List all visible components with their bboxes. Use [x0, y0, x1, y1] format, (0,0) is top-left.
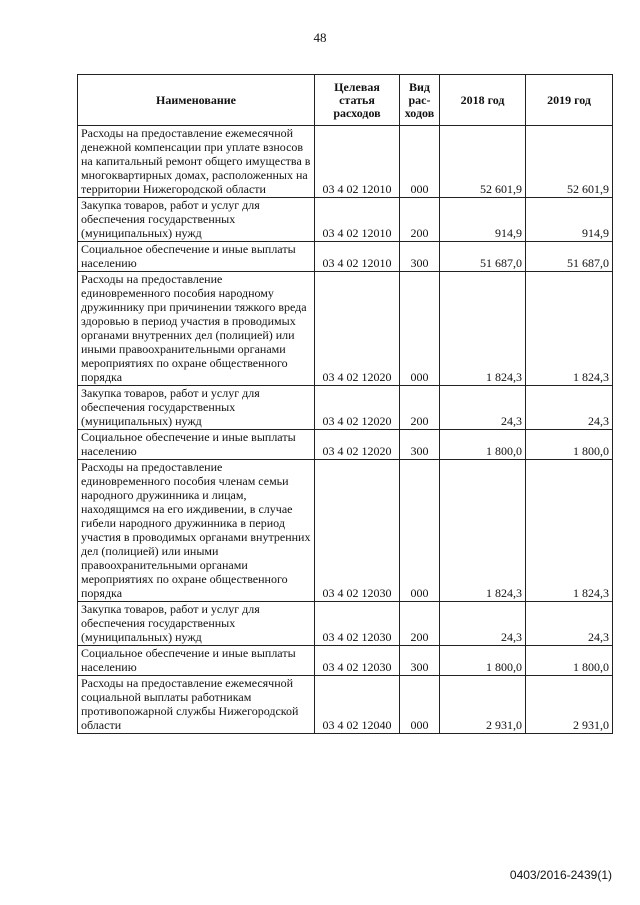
- row-target-code: 03 4 02 12030: [315, 602, 400, 646]
- table-row: [78, 272, 613, 386]
- row-value-2019: 914,9: [526, 198, 613, 242]
- table-row: [78, 198, 613, 242]
- row-expense-kind: 000: [400, 676, 440, 734]
- table-header-row: [78, 75, 613, 126]
- table-row: [78, 242, 613, 272]
- table-row: [78, 602, 613, 646]
- row-expense-kind: 300: [400, 242, 440, 272]
- header-name: Наименование: [78, 75, 315, 126]
- row-target-code: 03 4 02 12030: [315, 646, 400, 676]
- row-expense-kind: 200: [400, 386, 440, 430]
- row-target-code: 03 4 02 12020: [315, 430, 400, 460]
- row-value-2018: 24,3: [440, 386, 526, 430]
- row-name: Расходы на предоставление ежемесячной денежной компенсации при уплате взносов на капитальный ремонт общего имущества в многоквартирных домах, расположенных на территории Нижегородской области: [78, 126, 315, 198]
- row-value-2018: 1 824,3: [440, 460, 526, 602]
- row-expense-kind: 000: [400, 272, 440, 386]
- row-name: Закупка товаров, работ и услуг для обеспечения государственных (муниципальных) нужд: [78, 386, 315, 430]
- row-name: Закупка товаров, работ и услуг для обеспечения государственных (муниципальных) нужд: [78, 602, 315, 646]
- header-2018: 2018 год: [440, 75, 526, 126]
- row-value-2018: 51 687,0: [440, 242, 526, 272]
- row-value-2019: 1 824,3: [526, 272, 613, 386]
- budget-table: [77, 74, 613, 734]
- row-value-2018: 24,3: [440, 602, 526, 646]
- row-target-code: 03 4 02 12030: [315, 460, 400, 602]
- header-2019: 2019 год: [526, 75, 613, 126]
- row-value-2019: 1 800,0: [526, 646, 613, 676]
- row-value-2019: 51 687,0: [526, 242, 613, 272]
- header-kind: Вид рас-ходов: [400, 75, 440, 126]
- row-value-2019: 52 601,9: [526, 126, 613, 198]
- table-row: [78, 460, 613, 602]
- table-row: [78, 676, 613, 734]
- row-value-2018: 52 601,9: [440, 126, 526, 198]
- row-expense-kind: 200: [400, 602, 440, 646]
- table-row: [78, 430, 613, 460]
- row-expense-kind: 200: [400, 198, 440, 242]
- row-value-2018: 1 800,0: [440, 646, 526, 676]
- row-target-code: 03 4 02 12010: [315, 198, 400, 242]
- row-expense-kind: 000: [400, 126, 440, 198]
- document-code: 0403/2016-2439(1): [509, 868, 612, 882]
- row-name: Закупка товаров, работ и услуг для обеспечения государственных (муниципальных) нужд: [78, 198, 315, 242]
- row-value-2019: 24,3: [526, 602, 613, 646]
- row-expense-kind: 300: [400, 646, 440, 676]
- row-value-2019: 24,3: [526, 386, 613, 430]
- row-value-2018: 914,9: [440, 198, 526, 242]
- header-target: Целевая статья расходов: [315, 75, 400, 126]
- row-name: Расходы на предоставление ежемесячной социальной выплаты работникам противопожарной службы Нижегородской области: [78, 676, 315, 734]
- row-name: Расходы на предоставление единовременного пособия народному дружиннику при причинении тяжкого вреда здоровью в период участия в проводимых органами внутренних дел (полицией) или иными правоохранительными органами мероприятиях по охране общественного порядка: [78, 272, 315, 386]
- row-target-code: 03 4 02 12020: [315, 386, 400, 430]
- table-row: [78, 386, 613, 430]
- row-value-2018: 2 931,0: [440, 676, 526, 734]
- row-name: Расходы на предоставление единовременного пособия членам семьи народного дружинника и лицам, находящимся на его иждивении, в случае гибели народного дружинника в период участия в проводимых органами внутренних дел (полицией) или иными правоохранительными органами мероприятиях по охране общественного порядка: [78, 460, 315, 602]
- row-value-2019: 1 800,0: [526, 430, 613, 460]
- table-row: [78, 646, 613, 676]
- row-value-2018: 1 824,3: [440, 272, 526, 386]
- row-value-2018: 1 800,0: [440, 430, 526, 460]
- page-number: 48: [313, 30, 327, 45]
- row-target-code: 03 4 02 12040: [315, 676, 400, 734]
- row-value-2019: 2 931,0: [526, 676, 613, 734]
- row-name: Социальное обеспечение и иные выплаты населению: [78, 242, 315, 272]
- row-name: Социальное обеспечение и иные выплаты населению: [78, 430, 315, 460]
- row-target-code: 03 4 02 12010: [315, 126, 400, 198]
- row-name: Социальное обеспечение и иные выплаты населению: [78, 646, 315, 676]
- table-row: [78, 126, 613, 198]
- row-value-2019: 1 824,3: [526, 460, 613, 602]
- row-target-code: 03 4 02 12010: [315, 242, 400, 272]
- row-target-code: 03 4 02 12020: [315, 272, 400, 386]
- row-expense-kind: 000: [400, 460, 440, 602]
- row-expense-kind: 300: [400, 430, 440, 460]
